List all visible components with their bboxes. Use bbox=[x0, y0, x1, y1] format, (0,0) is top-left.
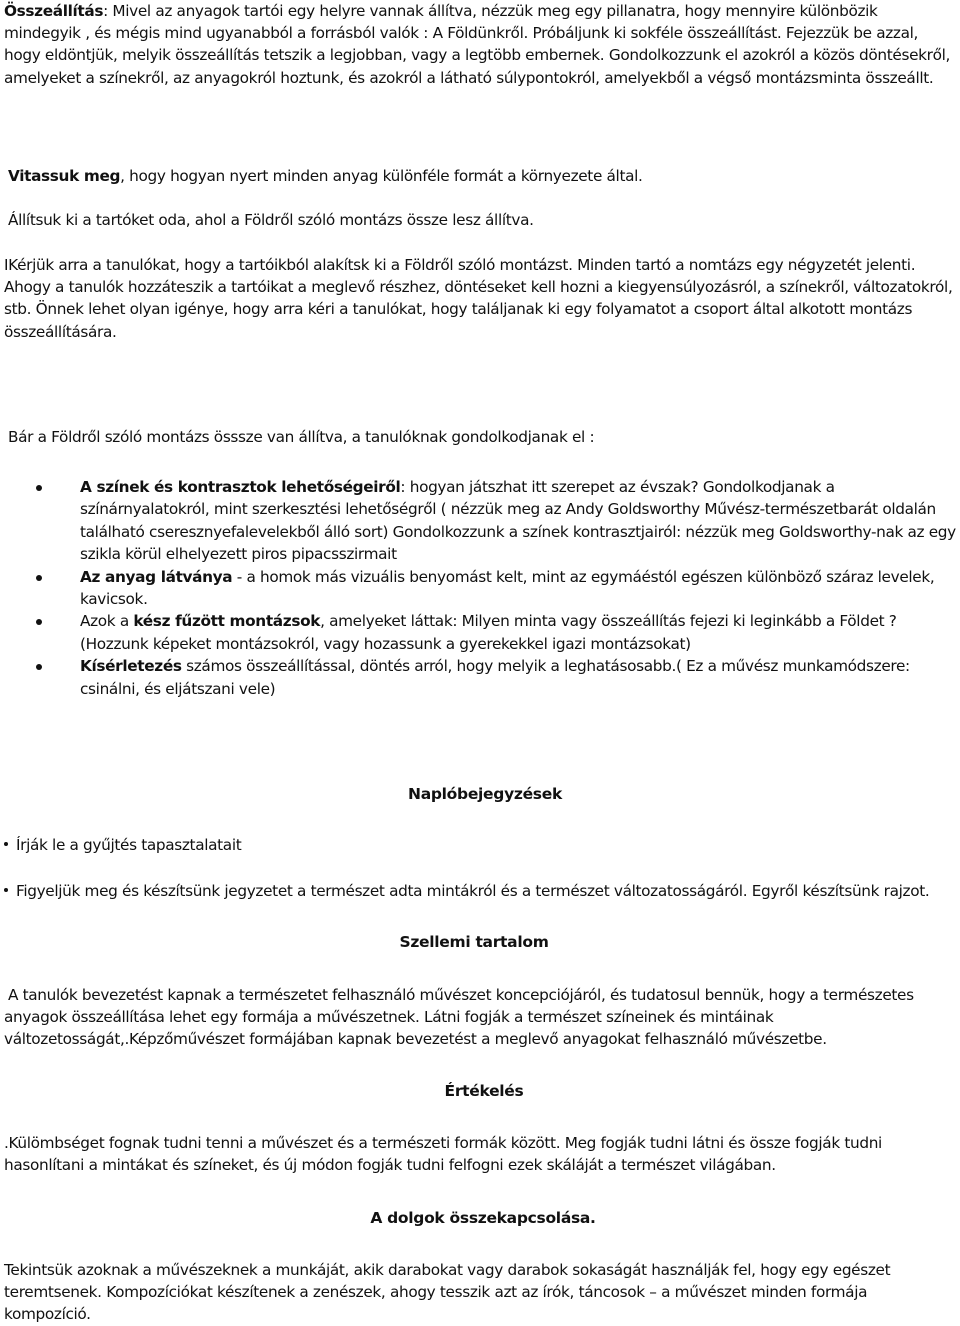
discuss-label: Vitassuk meg bbox=[8, 167, 121, 185]
journal-item: Figyeljük meg és készítsünk jegyzetet a természet adta mintákról és a természet változatosságáról. Egyről készítsünk rajzot. bbox=[4, 880, 929, 902]
list-item bbox=[0, 610, 956, 655]
intro-paragraph bbox=[4, 0, 956, 89]
list-item-prefix: Azok a bbox=[80, 612, 134, 631]
discuss-text: , hogy hogyan nyert minden anyag különféle formát a környezete által. bbox=[120, 167, 643, 185]
journal-item: Írják le a gyűjtés tapasztalatait bbox=[4, 834, 241, 856]
place-paragraph: Állítsuk ki a tartóket oda, ahol a Földről szóló montázs össze lesz állítva. bbox=[8, 211, 534, 229]
connections-paragraph: Tekintsük azoknak a művészeknek a munkáját, akik darabokat vagy darabok sokaságát használják fel, hogy egy egészet teremtsenek. Kompozíciókat készítenek a zenészek, ahogy tesszik azt az írók, táncosok – a művészet minden formája kompozíció. bbox=[4, 1261, 891, 1324]
discuss-paragraph bbox=[8, 165, 960, 187]
evaluation-paragraph: .Külömbséget fognak tudni tenni a művészet és a természeti formák között. Meg fogják tudni látni és össze fogják tudni hasonlítani a mintákat és színeket, és új módon fogják tudni felfogni ezek skáláját a természet világában. bbox=[4, 1134, 882, 1175]
although-paragraph: Bár a Földről szóló montázs össsze van állítva, a tanulóknak gondolkodjanak el : bbox=[8, 428, 595, 446]
list-item-text: - a homok más vizuális benyomást kelt, mint az egymáéstól egészen különböző száraz levelek, kavicsok. bbox=[80, 567, 935, 609]
bullet-icon bbox=[36, 619, 42, 625]
list-item bbox=[0, 655, 956, 700]
list-item-text: : hogyan játszhat itt szerepet az évszak? Gondolkodjanak a színárnyalatokról, mint szerkesztési lehetőségről ( nézzük meg az Andy Goldsworthy Művész-természetbarát oldalán található cseresznyefalevelekből álló sort) Gondolkozzunk a színek kontrasztjairól: nézzük meg Goldsworthy-nak az egy szikla körül elhelyezett piros pipacsszirmait bbox=[80, 478, 956, 564]
thinking-points-list bbox=[0, 476, 956, 700]
bullet-icon bbox=[36, 575, 42, 581]
list-item-text: számos összeállítással, döntés arról, hogy melyik a leghatásosabb.( Ez a művész munkamódszere: csinálni, és eljátszani vele) bbox=[80, 657, 910, 698]
intro-label: Összeállítás bbox=[4, 2, 104, 20]
list-item bbox=[0, 476, 956, 566]
evaluation-heading: Értékelés bbox=[444, 1082, 524, 1100]
intro-text: : Mivel az anyagok tartói egy helyre vannak állítva, nézzük meg egy pillanatra, hogy mennyire különbözik mindegyik , és mégis mind ugyanabból a forrásból valók : A Földünkről. Próbáljunk ki sokféle összeállítást. Fejezzük be azzal, hogy eldöntjük, melyik összeállítás tetszik a legjobban, vagy a legtöbb embernek. Gondolkozzunk el azokról a közös döntésekről, amelyeket a színekről, az anyagokról hoztunk, és azokról a látható súlypontokról, amelyekből a végső montázsminta összeállt. bbox=[4, 2, 951, 87]
spiritual-paragraph: A tanulók bevezetést kapnak a természetet felhasználó művészet koncepciójáról, és tudatosul bennük, hogy a természetes anyagok összeállítása lehet egy formája a művészetnek. Látni fogják a természet színeinek és mintáinak változetosságát,.Képzőművészet formájában kapnak bevezetést a meglevő anyagokat felhasználó művészetbe. bbox=[4, 986, 914, 1049]
journal-heading: Naplóbejegyzések bbox=[408, 785, 562, 803]
list-item-bold: A színek és kontrasztok lehetőségeiről bbox=[80, 478, 401, 496]
list-item-bold: kész fűzött montázsok bbox=[133, 612, 321, 631]
connections-heading: A dolgok összekapcsolása. bbox=[370, 1209, 596, 1227]
bullet-icon bbox=[36, 485, 42, 491]
spiritual-heading: Szellemi tartalom bbox=[399, 933, 549, 951]
list-item-bold: Az anyag látványa bbox=[80, 567, 233, 586]
list-item-bold: Kísérletezés bbox=[80, 657, 182, 676]
ask-paragraph: IKérjük arra a tanulókat, hogy a tartóikból alakítsk ki a Földről szóló montázst. Minden tartó a nomtázs egy négyzetét jelenti. Ahogy a tanulók hozzáteszik a tartóikat a meglevő részhez, döntéseket kell hozni a kiegyensúlyozásról, a színekről, változatokról, stb. Önnek lehet olyan igénye, hogy arra kéri a tanulókat, hogy találjanak ki egy folyamatot a csoport által alkotott montázs összeállítására. bbox=[4, 256, 953, 341]
bullet-icon bbox=[4, 842, 8, 846]
bullet-icon bbox=[36, 664, 42, 670]
list-item bbox=[0, 566, 956, 611]
list-item-text: , amelyeket láttak: Milyen minta vagy összeállítás fejezi ki leginkább a Földet ? (Hozzunk képeket montázsokról, vagy hozassunk a gyerekekkel igazi montázsokat) bbox=[80, 612, 897, 653]
bullet-icon bbox=[4, 888, 8, 892]
